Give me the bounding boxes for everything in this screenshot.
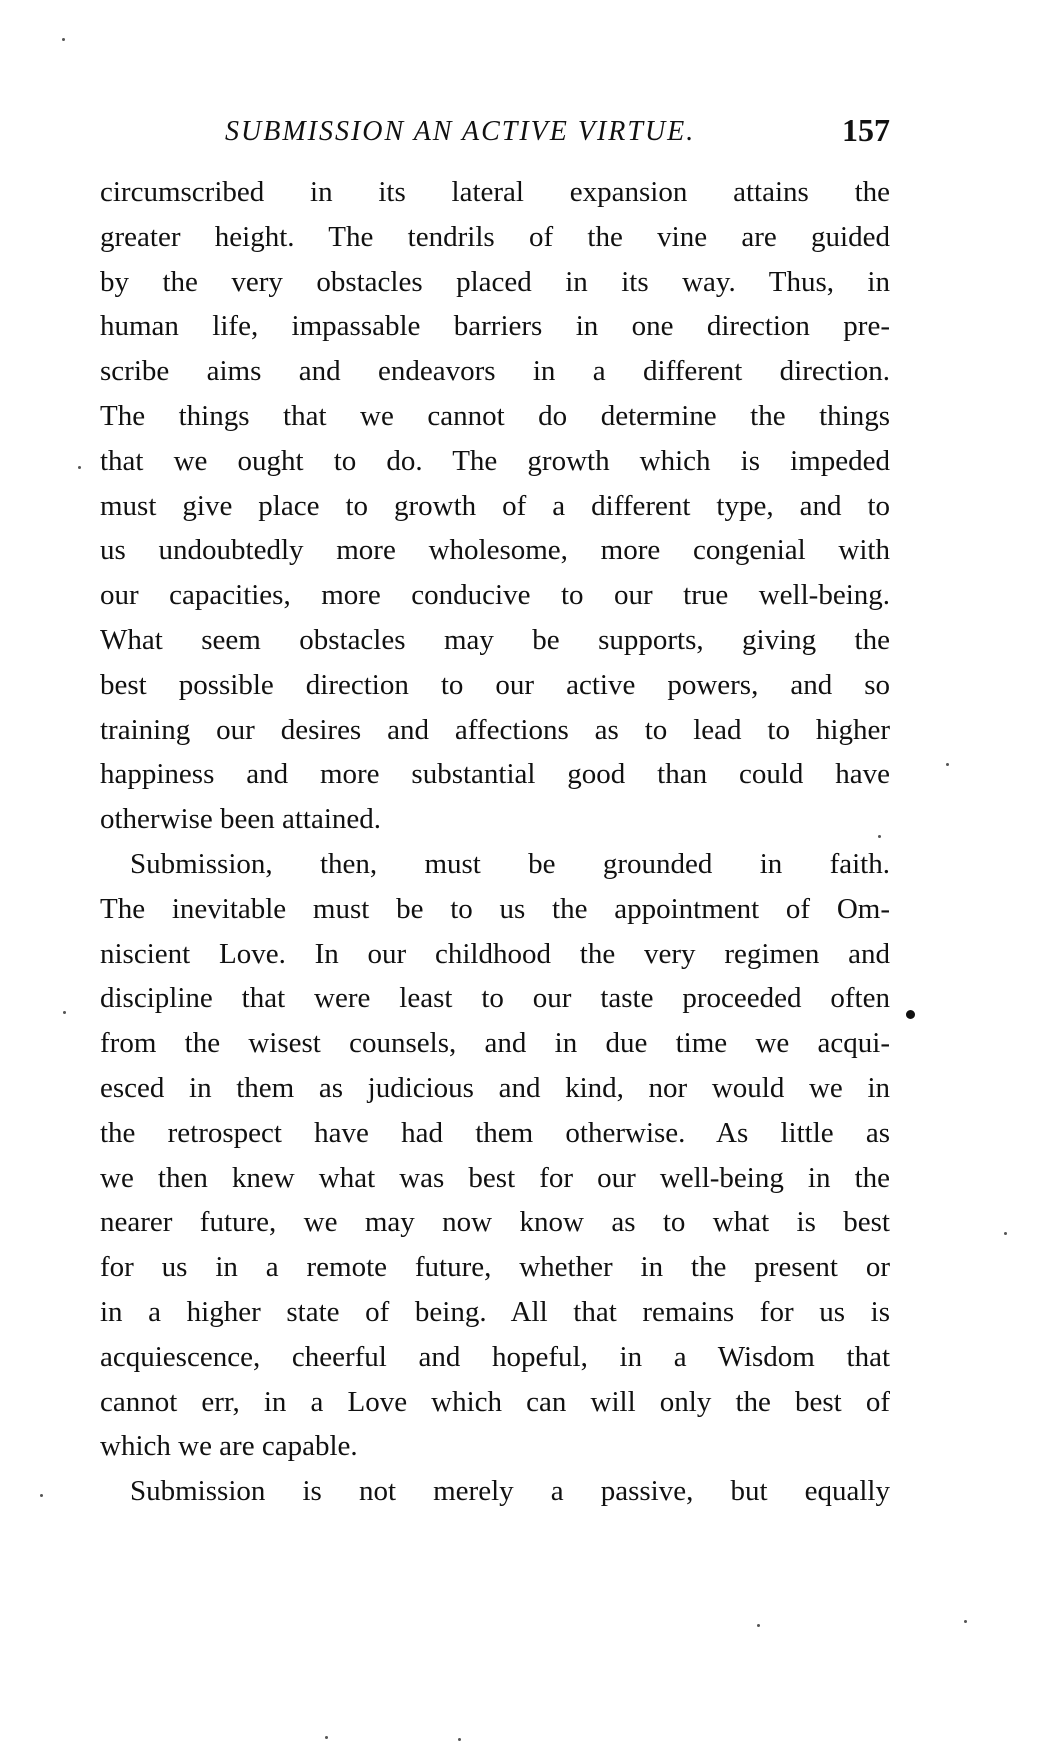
text-line: niscient Love. In our childhood the very regimen and	[100, 937, 890, 970]
scan-speck	[878, 835, 881, 838]
scan-speck	[906, 1010, 915, 1019]
text-line: The things that we cannot do determine the things	[100, 399, 890, 432]
paragraph-start-line: Submission is not merely a passive, but equally	[130, 1475, 890, 1508]
paragraph-end-line: otherwise been attained.	[100, 803, 382, 836]
scan-speck	[78, 466, 81, 469]
paragraph-end-line: which we are capable.	[100, 1430, 358, 1463]
scan-speck	[62, 38, 65, 41]
scan-speck	[946, 763, 949, 766]
body-text	[100, 170, 890, 1514]
text-line: acquiescence, cheerful and hopeful, in a Wisdom that	[100, 1340, 890, 1373]
text-line: that we ought to do. The growth which is impeded	[100, 444, 890, 477]
text-line: must give place to growth of a different type, and to	[100, 489, 890, 522]
text-line: we then knew what was best for our well-being in the	[100, 1161, 890, 1194]
scan-speck	[325, 1736, 328, 1739]
text-line: happiness and more substantial good than could have	[100, 758, 890, 791]
scan-speck	[964, 1620, 967, 1623]
text-line: What seem obstacles may be supports, giving the	[100, 623, 890, 656]
text-line: human life, impassable barriers in one direction pre-	[100, 310, 890, 343]
text-line: us undoubtedly more wholesome, more congenial with	[100, 534, 890, 567]
text-line: training our desires and affections as to lead to higher	[100, 713, 890, 746]
page-header	[100, 112, 890, 152]
scan-speck	[458, 1738, 461, 1741]
text-line: nearer future, we may now know as to what is best	[100, 1206, 890, 1239]
paragraph-start-line: Submission, then, must be grounded in faith.	[130, 847, 890, 880]
scan-speck	[63, 1011, 66, 1014]
text-line: best possible direction to our active powers, and so	[100, 668, 890, 701]
text-line: by the very obstacles placed in its way. Thus, in	[100, 265, 890, 298]
text-line: circumscribed in its lateral expansion attains the	[100, 176, 890, 208]
scan-speck	[40, 1494, 43, 1497]
text-line: our capacities, more conducive to our true well-being.	[100, 579, 890, 612]
text-line: for us in a remote future, whether in the present or	[100, 1251, 890, 1284]
page-number: 157	[842, 112, 890, 148]
text-line: scribe aims and endeavors in a different direction.	[100, 355, 890, 388]
text-line: greater height. The tendrils of the vine are guided	[100, 220, 890, 253]
scan-speck	[1004, 1232, 1007, 1235]
text-line: esced in them as judicious and kind, nor would we in	[100, 1071, 890, 1104]
text-line: from the wisest counsels, and in due time we acqui-	[100, 1027, 890, 1060]
text-line: in a higher state of being. All that remains for us is	[100, 1295, 890, 1328]
text-line: the retrospect have had them otherwise. As little as	[100, 1116, 890, 1149]
running-title: SUBMISSION AN ACTIVE VIRTUE.	[225, 116, 696, 147]
scan-speck	[757, 1624, 760, 1627]
text-line: discipline that were least to our taste proceeded often	[100, 982, 890, 1015]
text-line: The inevitable must be to us the appointment of Om-	[100, 892, 890, 925]
text-line: cannot err, in a Love which can will only the best of	[100, 1385, 890, 1418]
